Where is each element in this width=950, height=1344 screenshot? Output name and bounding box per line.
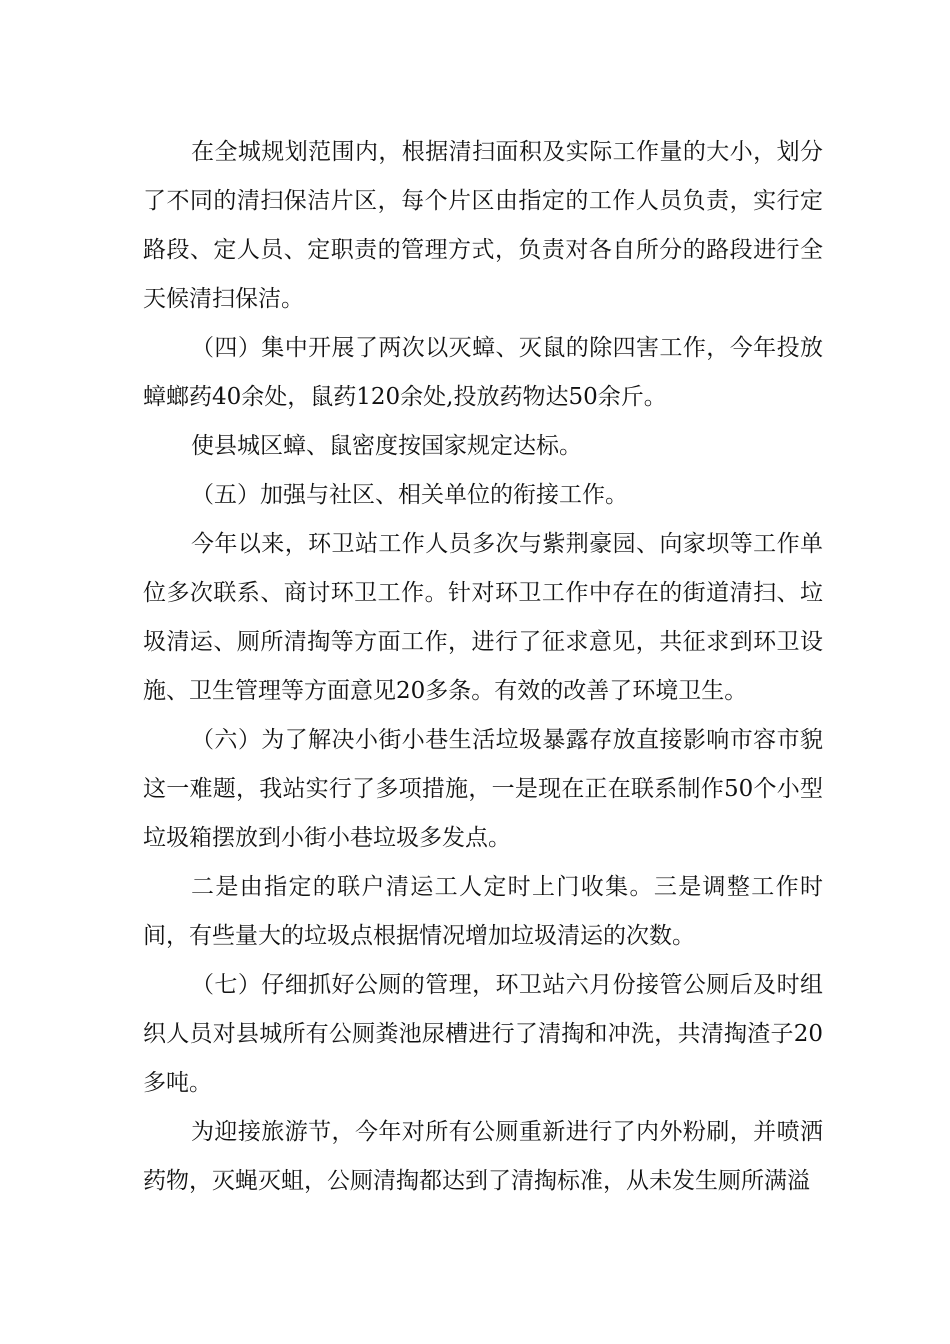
paragraph-community-liaison: 今年以来，环卫站工作人员多次与紫荆豪园、向家坝等工作单位多次联系、商讨环卫工作。针对环卫工作中存在的街道清扫、垃圾清运、厕所清掏等方面工作，进行了征求意见，共征求到环卫设施、卫生管理等方面意见20多条。有效的改善了环境卫生。 xyxy=(143,531,823,704)
paragraph-community-liaison-heading: （五）加强与社区、相关单位的衔接工作。 xyxy=(191,482,628,508)
paragraph-collection-schedule: 二是由指定的联户清运工人定时上门收集。三是调整工作时间，有些量大的垃圾点根据情况增加垃圾清运的次数。 xyxy=(143,874,823,949)
document-body xyxy=(143,128,823,1206)
paragraph-public-toilets: （七）仔细抓好公厕的管理，环卫站六月份接管公厕后及时组织人员对县城所有公厕粪池尿槽进行了清掏和冲洗，共清掏渣子20多吨。 xyxy=(143,972,823,1096)
paragraph-tourism-festival: 为迎接旅游节，今年对所有公厕重新进行了内外粉刷，并喷洒药物，灭蝇灭蛆，公厕清掏都达到了清掏标准，从未发生厕所满溢 xyxy=(143,1119,823,1194)
paragraph-alley-garbage: （六）为了解决小街小巷生活垃圾暴露存放直接影响市容市貌这一难题，我站实行了多项措施，一是现在正在联系制作50个小型垃圾箱摆放到小街小巷垃圾多发点。 xyxy=(143,727,823,851)
paragraph-density-standard: 使县城区蟑、鼠密度按国家规定达标。 xyxy=(191,433,582,459)
paragraph-pest-control: （四）集中开展了两次以灭蟑、灭鼠的除四害工作，今年投放蟑螂药40余处，鼠药120余处,投放药物达50余斤。 xyxy=(143,335,823,410)
paragraph-cleaning-zones: 在全城规划范围内，根据清扫面积及实际工作量的大小，划分了不同的清扫保洁片区，每个片区由指定的工作人员负责，实行定路段、定人员、定职责的管理方式，负责对各自所分的路段进行全天候清扫保洁。 xyxy=(143,139,823,312)
